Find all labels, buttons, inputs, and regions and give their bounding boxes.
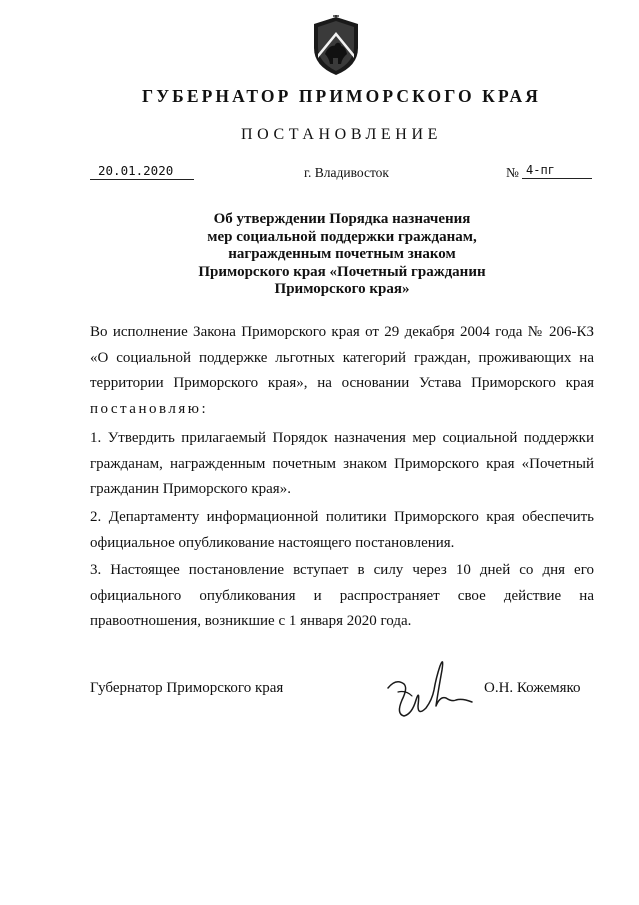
clause-1-paragraph: 1. Утвердить прилагаемый Порядок назначения мер социальной поддержки гражданам, награжденным почетным знаком Приморского края «Почетный гражданин Приморского края». xyxy=(90,430,594,497)
signatory-name: О.Н. Кожемяко xyxy=(484,680,581,696)
title-line: Приморского края» xyxy=(274,281,410,297)
clause-3-paragraph: 3. Настоящее постановление вступает в силу через 10 дней со дня его официального опубликования и распространяет свое действие на правоотношения, возникшие с 1 января 2020 года. xyxy=(90,562,594,629)
document-number-value: 4-пг xyxy=(526,163,555,177)
document-type-heading: ПОСТАНОВЛЕНИЕ xyxy=(241,126,442,143)
handwritten-signature-icon xyxy=(382,648,478,728)
coat-of-arms-icon xyxy=(311,14,361,78)
document-title xyxy=(150,211,534,299)
title-line: Об утверждении Порядка назначения xyxy=(213,211,471,227)
document-date xyxy=(90,163,194,180)
document-number xyxy=(522,162,592,179)
document-date-value: 20.01.2020 xyxy=(98,163,174,178)
signatory-role: Губернатор Приморского края xyxy=(90,680,284,696)
title-line: награжденным почетным знаком xyxy=(228,246,456,262)
title-line: мер социальной поддержки гражданам, xyxy=(207,228,477,245)
preamble-paragraph xyxy=(90,320,594,422)
clause-2-paragraph: 2. Департаменту информационной политики Приморского края обеспечить официальное опубликование настоящего постановления. xyxy=(90,509,594,551)
preamble-text: Во исполнение Закона Приморского края от 29 декабря 2004 года № 206-КЗ «О социальной поддержке льготных категорий граждан, проживающих на территории Приморского края», на основании Устава Приморского края xyxy=(90,324,594,391)
document-city: г. Владивосток xyxy=(304,165,389,180)
title-line: Приморского края «Почетный гражданин xyxy=(198,263,486,280)
authority-heading: ГУБЕРНАТОР ПРИМОРСКОГО КРАЯ xyxy=(142,86,541,106)
decree-word: постановляю: xyxy=(90,400,209,417)
number-sign: № xyxy=(506,165,519,180)
